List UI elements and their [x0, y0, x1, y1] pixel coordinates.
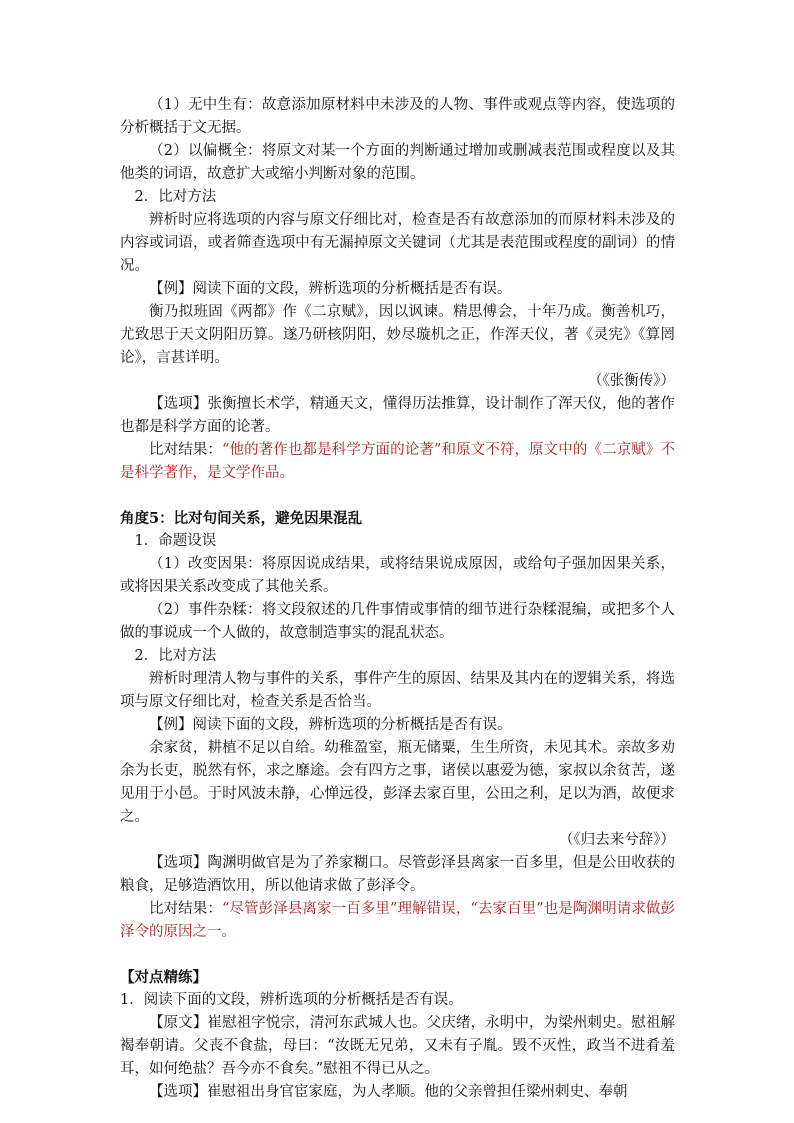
- option-text: 【选项】张衡擅长术学，精通天文，懂得历法推算，设计制作了浑天仪，他的著作也都是科学方面的论著。: [120, 396, 675, 435]
- option-text: 【选项】崔慰祖出身官宦家庭，为人孝顺。他的父亲曾担任梁州刺史、奉朝: [149, 1084, 628, 1100]
- section-title: 角度5：比对句间关系，避免因果混乱: [120, 510, 363, 527]
- document-page: [120, 94, 675, 1104]
- subheading: 2．比对方法: [134, 648, 217, 664]
- example-intro: 【例】阅读下面的文段，辨析选项的分析概括是否有误。: [149, 717, 512, 733]
- question: 1．阅读下面的文段，辨析选项的分析概括是否有误。: [120, 992, 463, 1008]
- paragraph: 辨析时理清人物与事件的关系，事件产生的原因、结果及其内在的逻辑关系，将选项与原文仔细比对，检查关系是否恰当。: [120, 671, 675, 710]
- result-label: 比对结果：: [149, 442, 223, 458]
- original-text: 【原文】崔慰祖字悦宗，清河东武城人也。父庆绪，永明中，为梁州刺史。慰祖解褐奉朝请。父丧不食盐，母曰：“汝既无兄弟，又未有子胤。毁不灭性，政当不进肴羞耳，如何绝盐？吾今亦不食矣。”慰祖不得已从之。: [120, 1015, 675, 1077]
- result-label: 比对结果：: [149, 901, 222, 917]
- result-text: “尽管彭泽县离家一百多里”理解错误，“去家百里”也是陶渊明请求做彭泽令的原因之一。: [120, 901, 675, 940]
- source-citation: （《张衡传》）: [588, 373, 675, 389]
- paragraph: （2）以偏概全：将原文对某一个方面的判断通过增加或删减表范围或程度以及其他类的词语，故意扩大或缩小判断对象的范围。: [120, 143, 675, 182]
- example-intro: 【例】阅读下面的文段，辨析选项的分析概括是否有误。: [149, 281, 512, 297]
- paragraph: （2）事件杂糅：将文段叙述的几件事情或事情的细节进行杂糅混编，或把多个人做的事说成一个人做的，故意制造事实的混乱状态。: [120, 602, 675, 641]
- example-text: 衡乃拟班固《两都》作《二京赋》，因以讽谏。精思傅会，十年乃成。衡善机巧，尤致思于天文阴阳历算。遂乃研核阴阳，妙尽璇机之正，作浑天仪，著《灵宪》《算罔论》，言甚详明。: [120, 304, 675, 366]
- result-paragraph: [120, 898, 675, 944]
- source-citation: （《归去来兮辞》）: [559, 832, 675, 848]
- paragraph: 辨析时应将选项的内容与原文仔细比对，检查是否有故意添加的而原材料未涉及的内容或词语，或者筛查选项中有无漏掉原文关键词（尤其是表范围或程度的副词）的情况。: [120, 212, 675, 274]
- subheading: 2．比对方法: [134, 189, 217, 205]
- practice-title: 【对点精练】: [120, 969, 207, 986]
- result-text: “他的著作也都是科学方面的论著”和原文不符，原文中的《二京赋》不是科学著作，是文学作品。: [120, 442, 676, 481]
- paragraph: （1）无中生有：故意添加原材料中未涉及的人物、事件或观点等内容，使选项的分析概括于文无据。: [120, 97, 675, 136]
- paragraph: （1）改变因果：将原因说成结果，或将结果说成原因，或给句子强加因果关系，或将因果关系改变成了其他关系。: [120, 556, 675, 595]
- example-text: 余家贫，耕植不足以自给。幼稚盈室，瓶无储粟，生生所资，未见其术。亲故多劝余为长吏，脱然有怀，求之靡途。会有四方之事，诸侯以惠爱为德，家叔以余贫苦，遂见用于小邑。于时风波未静，心惮远役，彭泽去家百里，公田之利，足以为酒，故便求之。: [120, 740, 675, 825]
- result-paragraph: [120, 439, 675, 485]
- option-text: 【选项】陶渊明做官是为了养家糊口。尽管彭泽县离家一百多里，但是公田收获的粮食，足够造酒饮用，所以他请求做了彭泽令。: [120, 855, 675, 894]
- subheading: 1．命题设误: [134, 533, 217, 549]
